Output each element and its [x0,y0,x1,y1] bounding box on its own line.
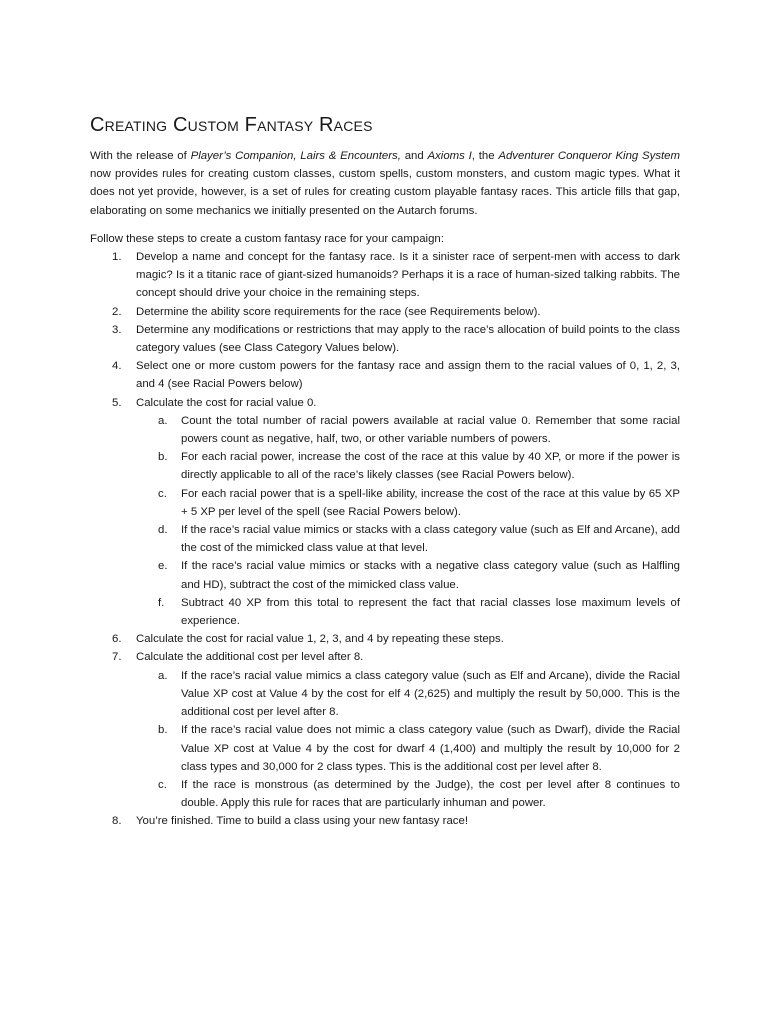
step-text: Calculate the additional cost per level after 8. [136,651,364,664]
book-title-players-companion: Player’s Companion, Lairs & Encounters, [190,150,401,162]
substep-letter: b. [158,724,168,737]
step-number: 2. [112,305,122,318]
step-item [90,248,680,303]
step-text: Select one or more custom powers for the fantasy race and assign them to the racial values of 0, 1, 2, 3, and 4 (see Racial Powers below) [136,360,680,391]
step-text: Determine any modifications or restrictions that may apply to the race’s allocation of build points to the class category values (see Class Category Values below). [136,323,680,355]
substep-text: Subtract 40 XP from this total to represent the fact that racial classes lose maximum levels of experience. [181,596,680,628]
substep-list [136,667,680,813]
step-number: 7. [112,651,122,664]
step-item [90,303,680,321]
steps-list [90,248,680,831]
substep-letter: a. [158,414,168,427]
substep-item [136,485,680,521]
intro-text: , the [471,150,499,162]
step-text: Determine the ability score requirements for the race (see Requirements below). [136,305,541,318]
step-number: 3. [112,323,122,336]
step-text: You’re finished. Time to build a class using your new fantasy race! [136,815,468,828]
step-number: 6. [112,633,122,646]
step-item [90,394,680,631]
substep-text: If the race’s racial value does not mimic a class category value (such as Dwarf), divide the Racial Value XP cost at Value 4 by the cost for dwarf 4 (1,400) and multiply the result by 10,000 for 2 class types and 30,000 for 2 class types. This is the additional cost per level after 8. [181,724,680,773]
substep-text: If the race is monstrous (as determined by the Judge), the cost per level after 8 continues to double. Apply this rule for races that are particularly inhuman and power. [181,778,680,810]
step-item [90,357,680,393]
substep-item [136,667,680,722]
book-title-axioms: Axioms I [427,150,472,162]
substep-text: For each racial power, increase the cost of the race at this value by 40 XP, or more if the power is directly applicable to all of the race’s likely classes (see Racial Powers below). [181,451,680,482]
step-text: Develop a name and concept for the fantasy race. Is it a sinister race of serpent-men with access to dark magic? Is it a titanic race of giant-sized humanoids? Perhaps it is a race of human-sized talking rabbits. The concept should drive your choice in the remaining steps. [136,251,680,300]
substep-list [136,412,680,630]
substep-text: If the race’s racial value mimics or stacks with a negative class category value (such as Halfling and HD), subtract the cost of the mimicked class value. [181,560,680,591]
substep-item [136,557,680,593]
intro-text: With the release of [90,150,191,162]
substep-letter: c. [158,487,167,500]
substep-text: Count the total number of racial powers available at racial value 0. Remember that some racial powers count as negative, half, two, or other variable numbers of powers. [181,414,680,446]
substep-item [136,412,680,448]
step-number: 8. [112,815,122,828]
substep-item [136,594,680,630]
substep-item [136,448,680,484]
substep-letter: f. [158,596,165,609]
substep-letter: a. [158,669,168,682]
substep-text: If the race’s racial value mimics or stacks with a class category value (such as Elf and Arcane), add the cost of the mimicked class value at that level. [181,524,680,555]
page-title: Creating Custom Fantasy Races [90,114,373,136]
step-number: 4. [112,360,122,373]
step-item [90,812,680,830]
substep-letter: e. [158,560,168,573]
step-item [90,321,680,357]
step-number: 5. [112,396,122,409]
book-title-acks: Adventurer Conqueror King System [498,150,681,162]
step-number: 1. [112,251,122,264]
intro-text: now provides rules for creating custom classes, custom spells, custom monsters, and custom magic types. What it does not yet provide, however, is a set of rules for creating custom playable fantasy races. This article fills that gap, elaborating on some mechanics we initially presented on the Autarch forums. [90,168,680,217]
step-text: Calculate the cost for racial value 1, 2, 3, and 4 by repeating these steps. [136,633,504,646]
substep-letter: b. [158,451,168,464]
step-item [90,630,680,648]
substep-text: If the race’s racial value mimics a class category value (such as Elf and Arcane), divide the Racial Value XP cost at Value 4 by the cost for elf 4 (2,625) and multiply the result by 50,000. This is the additional cost per level after 8. [181,669,680,719]
step-item [90,648,680,812]
step-text: Calculate the cost for racial value 0. [136,396,317,409]
substep-letter: d. [158,524,168,537]
intro-paragraph [90,147,680,220]
substep-item [136,776,680,812]
intro-text: and [400,150,428,162]
substep-letter: c. [158,778,167,791]
substep-item [136,521,680,557]
steps-lead: Follow these steps to create a custom fantasy race for your campaign: [90,232,444,245]
substep-text: For each racial power that is a spell-like ability, increase the cost of the race at this value by 65 XP + 5 XP per level of the spell (see Racial Powers below). [181,487,680,518]
substep-item [136,721,680,776]
